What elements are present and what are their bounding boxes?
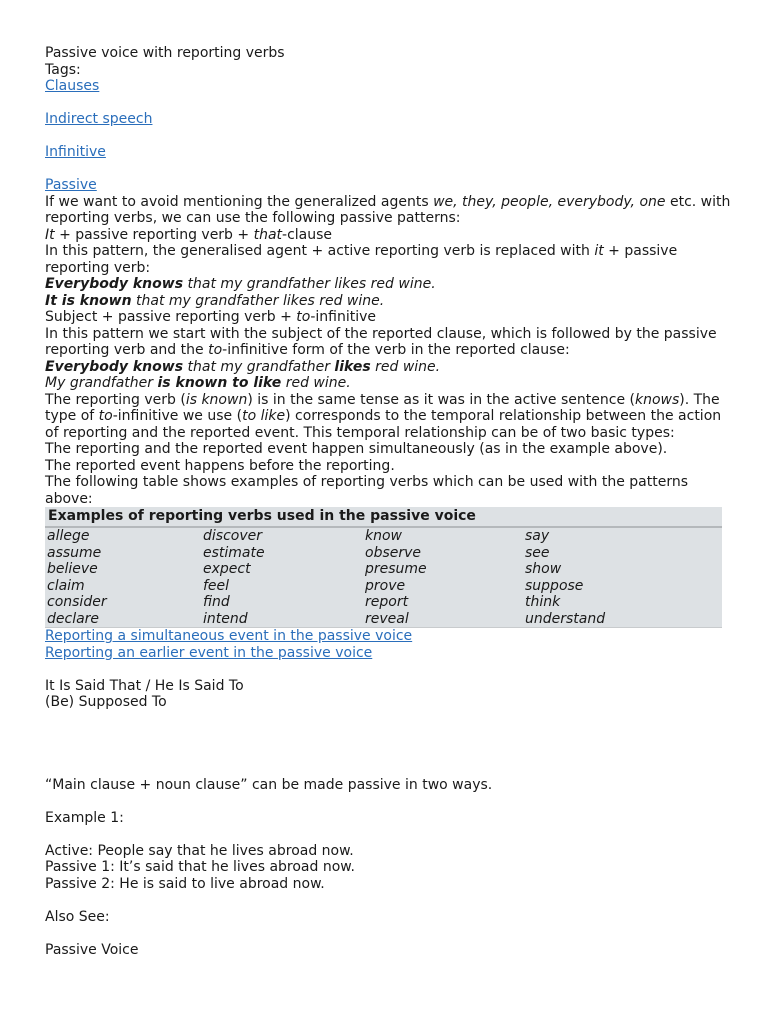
table-row (45, 561, 722, 578)
table-cell: understand (523, 611, 722, 628)
tags-label: Tags: (45, 61, 81, 78)
table-cell: expect (203, 561, 251, 577)
table-caption: Examples of reporting verbs used in the passive voice (45, 507, 722, 527)
table-cell: estimate (203, 544, 265, 561)
table-cell: prove (365, 577, 406, 594)
pattern2-heading: Subject + passive reporting verb + to-infinitive (45, 309, 377, 325)
table-cell: presume (365, 561, 427, 577)
table-cell: report (365, 594, 409, 610)
pattern2-description: In this pattern we start with the subject of the reported clause, which is followed by the passive reporting verb and the to-infinitive form of the verb in the reported clause: (45, 325, 717, 358)
link-simultaneous-event[interactable]: Reporting a simultaneous event in the passive voice (45, 628, 413, 644)
table-cell: find (203, 594, 230, 610)
document-body (45, 45, 735, 958)
type-simultaneous: The reporting and the reported event happen simultaneously (as in the example above). (45, 441, 668, 457)
intro-paragraph: If we want to avoid mentioning the generalized agents we, they, people, everybody, one etc. with reporting verbs, we can use the following passive patterns: (45, 193, 731, 226)
heading-it-is-said: It Is Said That / He Is Said To (45, 677, 244, 694)
heading-supposed-to: (Be) Supposed To (45, 694, 167, 710)
example-passive-1: Passive 1: It’s said that he lives abroad now. (45, 859, 355, 875)
table-cell: think (525, 594, 561, 610)
also-see-label: Also See: (45, 908, 110, 925)
table-cell: suppose (525, 577, 584, 594)
link-earlier-event[interactable]: Reporting an earlier event in the passive voice (45, 644, 373, 661)
pattern1-description: In this pattern, the generalised agent + active reporting verb is replaced with it + passive reporting verb: (45, 243, 678, 276)
table-cell: intend (201, 611, 363, 628)
table-row (45, 578, 722, 595)
document-title: Passive voice with reporting verbs (45, 45, 285, 61)
example-passive-2: Passive 2: He is said to live abroad now. (45, 875, 325, 892)
pattern2-example-passive: My grandfather is known to like red wine. (45, 375, 351, 391)
table-cell: discover (203, 528, 262, 544)
table-cell: say (525, 528, 550, 544)
table-cell: see (525, 544, 550, 561)
pattern1-example-passive: It is known that my grandfather likes red wine. (45, 292, 385, 309)
table-cell: reveal (363, 611, 523, 628)
table-row (45, 611, 722, 628)
table-row (45, 545, 722, 562)
table-cell: feel (203, 577, 230, 594)
tag-link-clauses[interactable]: Clauses (45, 78, 100, 94)
table-cell: assume (47, 544, 102, 561)
table-cell: show (525, 561, 562, 577)
table-cell: observe (365, 544, 422, 561)
main-clause-note: “Main clause + noun clause” can be made passive in two ways. (45, 776, 493, 793)
type-earlier: The reported event happens before the reporting. (45, 457, 395, 474)
table-row (45, 594, 722, 611)
table-cell: consider (47, 594, 107, 610)
reporting-verbs-table (45, 507, 722, 628)
example-active: Active: People say that he lives abroad now. (45, 842, 354, 859)
pattern1-example-active: Everybody knows that my grandfather likes red wine. (45, 276, 436, 292)
tag-link-passive[interactable]: Passive (45, 177, 97, 193)
table-intro: The following table shows examples of reporting verbs which can be used with the patterns above: (45, 474, 689, 507)
table-cell: know (365, 528, 402, 544)
example-label: Example 1: (45, 809, 124, 826)
table-cell: allege (47, 528, 90, 544)
table-cell: claim (47, 577, 85, 594)
tag-link-infinitive[interactable]: Infinitive (45, 144, 106, 160)
tag-link-indirect-speech[interactable]: Indirect speech (45, 111, 153, 127)
pattern2-example-active: Everybody knows that my grandfather likes red wine. (45, 358, 441, 375)
table-cell: believe (47, 561, 98, 577)
pattern1-heading: It + passive reporting verb + that-clause (45, 226, 333, 243)
tense-paragraph: The reporting verb (is known) is in the same tense as it was in the active sentence (knows). The type of to-infinitive we use (to like) corresponds to the temporal relationship between the action of reporting and the reported event. This temporal relationship can be of two basic types: (45, 391, 722, 441)
also-see-passive-voice: Passive Voice (45, 941, 139, 958)
table-row (45, 527, 722, 545)
table-cell: declare (45, 611, 201, 628)
